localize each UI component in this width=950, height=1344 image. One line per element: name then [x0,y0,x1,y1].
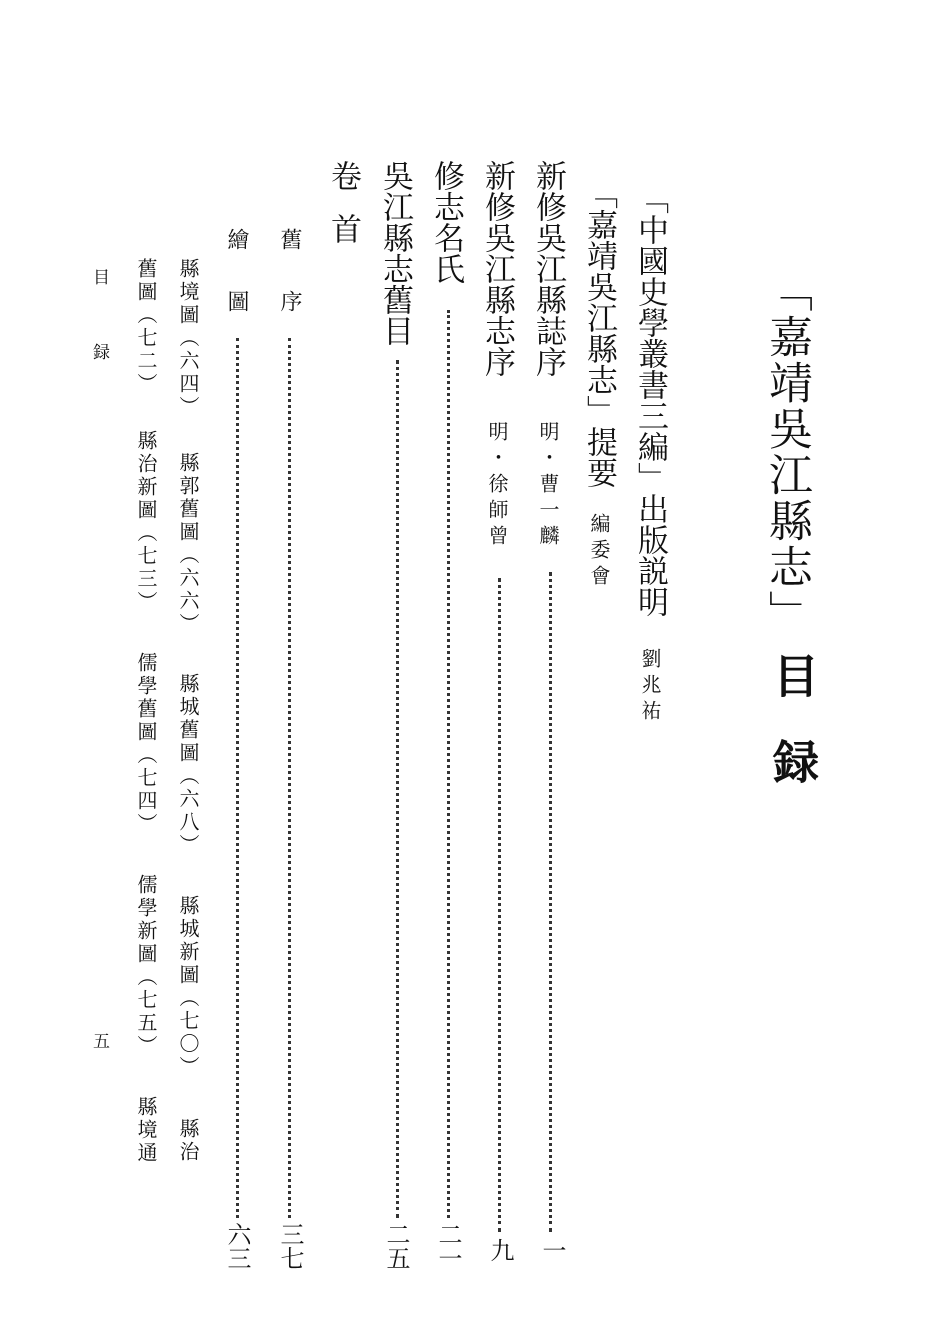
sub-entry-page-maps: 六三 [223,1222,251,1270]
entry-author-preface-xu: 明・徐師曾 [485,421,509,551]
entry-leader-old-contents [396,360,399,1218]
entry-title-preface-xu: 新修吳江縣志序 [479,160,515,377]
map-item: 縣境圖（六四） [176,258,200,419]
entry-leader-compilers [447,310,450,1218]
entry-author-abstract: 編委會 [587,513,611,591]
map-item: 縣城新圖（七〇） [176,895,200,1079]
entry-author-preface-cao: 明・曹一麟 [536,421,560,551]
entry-page-preface-cao: 一 [538,1238,566,1262]
sub-entry-page-old-preface: 三七 [276,1222,304,1270]
sub-entry-leader-maps [236,338,239,1218]
entry-title-preface-cao: 新修吳江縣誌序 [530,160,566,377]
contents-heading: 目録 [766,652,820,824]
book-title: 「嘉靖吳江縣志」 [761,268,812,636]
entry-title-juan-shou: 卷首 [325,160,361,266]
entry-title-compilers: 修志名氏 [428,160,464,284]
entry-page-compilers: 二一 [434,1222,462,1270]
entry-author-publication-note: 劉兆祐 [638,648,662,726]
entry-leader-preface-cao [549,572,552,1232]
footer-page-number: 五 [89,1032,109,1049]
entry-leader-preface-xu [498,578,501,1232]
map-item: 縣治新圖（七三） [134,430,158,614]
map-item: 縣境通 [134,1096,158,1165]
map-item: 儒學舊圖（七四） [134,652,158,836]
entry-page-preface-xu: 九 [486,1238,514,1262]
sub-entry-title-maps: 繪圖 [224,228,249,352]
sub-entry-leader-old-preface [288,338,291,1218]
entry-title-abstract: 「嘉靖吳江縣志」提要 [581,178,617,488]
entry-page-old-contents: 二五 [382,1222,410,1270]
footer-section: 目録 [89,268,109,418]
entry-title-publication-note: 「中國史學叢書三編」出版説明 [632,183,668,617]
map-item: 儒學新圖（七五） [134,874,158,1058]
map-item: 縣治 [176,1118,200,1164]
entry-title-old-contents: 吳江縣志舊目 [377,160,413,346]
map-item: 縣城舊圖（六八） [176,673,200,857]
sub-entry-title-old-preface: 舊序 [277,228,302,352]
map-item: 縣郭舊圖（六六） [176,452,200,636]
map-item: 舊圖（七二） [134,258,158,396]
